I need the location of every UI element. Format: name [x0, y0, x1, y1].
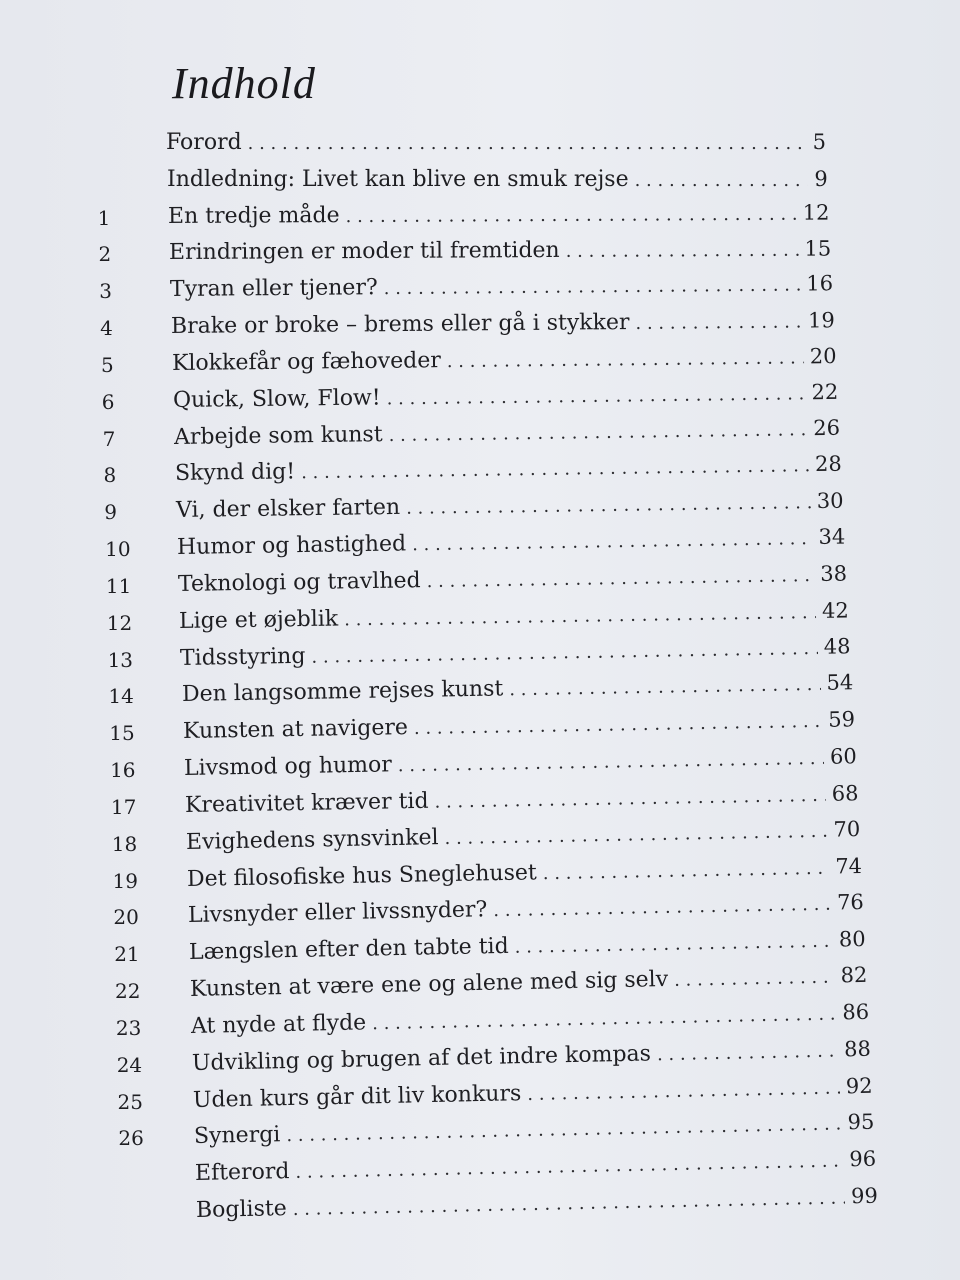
dot-leader — [346, 198, 797, 232]
entry-title: Erindringen er moder til fremtiden — [169, 238, 560, 266]
page-number: 95 — [847, 1110, 875, 1135]
chapter-number: 11 — [105, 573, 132, 598]
dot-leader — [635, 307, 802, 340]
toc-entry — [180, 630, 851, 674]
chapter-number: 17 — [110, 794, 137, 819]
entry-title: At nyde at flyde — [190, 1010, 367, 1039]
page-number: 16 — [806, 271, 834, 296]
entry-title: En tredje måde — [167, 202, 340, 229]
chapter-number: 6 — [101, 389, 115, 414]
dot-leader — [344, 597, 816, 636]
chapter-number: 21 — [114, 942, 140, 967]
toc-entry — [176, 485, 844, 526]
entry-title: Længslen efter den tabte tid — [188, 934, 509, 966]
chapter-number: 22 — [115, 979, 141, 1004]
dot-leader — [493, 889, 831, 927]
dot-leader — [635, 165, 809, 197]
entry-title: Efterord — [194, 1159, 290, 1187]
dot-leader — [542, 852, 829, 889]
page-number: 54 — [825, 670, 853, 696]
toc-entry — [178, 557, 848, 600]
chapter-number: 1 — [97, 205, 111, 230]
toc-entry — [169, 233, 831, 268]
entry-title: Uden kurs går dit liv konkurs — [192, 1080, 522, 1113]
entry-title: Synergi — [193, 1122, 281, 1150]
toc-entry — [174, 411, 840, 452]
entry-title: Livsmod og humor — [183, 752, 392, 782]
entry-title: Lige et øjeblik — [179, 606, 339, 634]
chapter-number: 9 — [104, 500, 117, 525]
dot-leader — [527, 1072, 840, 1111]
toc-entry — [167, 163, 828, 195]
chapter-number: 16 — [110, 758, 136, 783]
chapter-number: 15 — [109, 721, 135, 746]
toc-entry — [172, 340, 837, 379]
entry-title: Tyran eller tjener? — [170, 275, 378, 303]
dot-leader — [413, 706, 822, 745]
toc-entry — [183, 740, 856, 784]
dot-leader — [566, 235, 799, 268]
page-number: 26 — [813, 415, 841, 440]
chapter-number: 4 — [100, 316, 113, 341]
entry-title: Evighedens synsvinkel — [185, 824, 439, 855]
page-number: 86 — [841, 999, 870, 1025]
chapter-number: 13 — [107, 647, 134, 672]
entry-title: Vi, der elsker farten — [176, 495, 401, 524]
page-number: 80 — [838, 927, 866, 952]
chapter-number: 8 — [103, 463, 117, 488]
chapter-number: 18 — [111, 831, 138, 856]
page-number: 28 — [815, 452, 843, 477]
chapter-number: 3 — [99, 279, 113, 304]
page-number: 15 — [804, 237, 832, 262]
entry-title: Det filosofiske hus Sneglehuset — [186, 859, 537, 892]
entry-title: Forord — [166, 130, 242, 155]
entry-title: Kunsten at navigere — [182, 715, 408, 745]
page-number: 99 — [850, 1183, 879, 1209]
chapter-number: 20 — [113, 905, 139, 930]
chapter-number: 12 — [106, 610, 133, 635]
entry-title: Tidsstyring — [180, 643, 307, 671]
entry-title: Quick, Slow, Flow! — [173, 385, 382, 413]
page-number: 82 — [840, 962, 868, 988]
dot-leader — [387, 378, 806, 415]
entry-title: Teknologi og travlhed — [178, 568, 422, 597]
chapter-number: 19 — [112, 868, 138, 893]
page-number: 34 — [818, 524, 846, 550]
dot-leader — [384, 270, 801, 306]
entry-title: Brake or broke – brems eller gå i stykker — [171, 310, 630, 340]
toc-entry — [182, 704, 855, 748]
page-number: 5 — [812, 130, 826, 154]
dot-leader — [312, 632, 819, 673]
page-number: 92 — [845, 1073, 873, 1098]
page-number: 88 — [843, 1036, 871, 1062]
chapter-number: 7 — [102, 426, 116, 451]
entry-title: Arbejde som kunst — [174, 421, 384, 450]
entry-title: Udvikling og brugen af det indre kompas — [191, 1041, 652, 1076]
dot-leader — [248, 128, 807, 160]
toc-entry — [177, 521, 846, 563]
page-number: 19 — [808, 308, 836, 333]
page-number: 70 — [832, 816, 861, 842]
chapter-number: 5 — [100, 352, 114, 377]
dot-leader — [397, 743, 824, 782]
toc-entry — [171, 304, 835, 342]
dot-leader — [674, 962, 835, 997]
dot-leader — [406, 487, 811, 525]
toc-entry — [173, 376, 839, 416]
page-number: 60 — [829, 744, 857, 769]
dot-leader — [412, 523, 813, 561]
entry-title: Klokkefår og fæhoveder — [172, 348, 442, 376]
dot-leader — [447, 342, 804, 378]
entry-title: Livsnyder eller livssnyder? — [187, 897, 488, 929]
chapter-number: 25 — [117, 1089, 143, 1114]
dot-leader — [389, 414, 808, 452]
entry-title: Indledning: Livet kan blive en smuk rejse — [167, 166, 629, 192]
page-number: 38 — [820, 561, 848, 586]
page-title: Indhold — [172, 59, 316, 108]
page-number: 20 — [809, 343, 837, 369]
toc-entry — [181, 667, 853, 711]
entry-title: Kreativitet kræver tid — [184, 788, 429, 818]
dot-leader — [444, 815, 828, 854]
page-number: 22 — [811, 379, 839, 404]
dot-leader — [656, 1035, 838, 1071]
toc-entry — [179, 594, 849, 637]
page-number: 42 — [822, 598, 850, 623]
page-number: 74 — [834, 853, 862, 879]
page-number: 12 — [802, 200, 830, 225]
dot-leader — [508, 669, 820, 706]
page-number: 68 — [831, 781, 859, 806]
toc-entry — [168, 196, 830, 231]
page-number: 76 — [836, 890, 864, 915]
page-number: 48 — [824, 633, 852, 659]
dot-leader — [372, 998, 837, 1040]
chapter-number: 14 — [108, 684, 134, 709]
page-number: 59 — [827, 707, 855, 732]
entry-title: Skynd dig! — [175, 459, 296, 487]
dot-leader — [434, 780, 826, 819]
entry-title: Humor og hastighed — [177, 531, 407, 561]
chapter-number: 24 — [116, 1052, 143, 1077]
chapter-number: 2 — [98, 242, 112, 267]
dot-leader — [292, 1182, 845, 1226]
dot-leader — [301, 451, 809, 490]
chapter-number: 23 — [115, 1015, 142, 1040]
page-number: 96 — [849, 1146, 877, 1172]
page-number: 30 — [816, 488, 845, 514]
entry-title: Bogliste — [195, 1196, 287, 1223]
toc-entry — [170, 268, 833, 306]
chapter-number: 10 — [105, 537, 131, 562]
dot-leader — [514, 926, 833, 964]
entry-title: Den langsomme rejses kunst — [181, 676, 503, 708]
dot-leader — [427, 560, 815, 598]
page-number: 9 — [814, 166, 828, 191]
toc-entry — [166, 126, 826, 158]
chapter-number: 26 — [118, 1126, 144, 1151]
toc-entry — [175, 448, 842, 489]
entry-title: Kunsten at være ene og alene med sig selv — [189, 967, 669, 1003]
